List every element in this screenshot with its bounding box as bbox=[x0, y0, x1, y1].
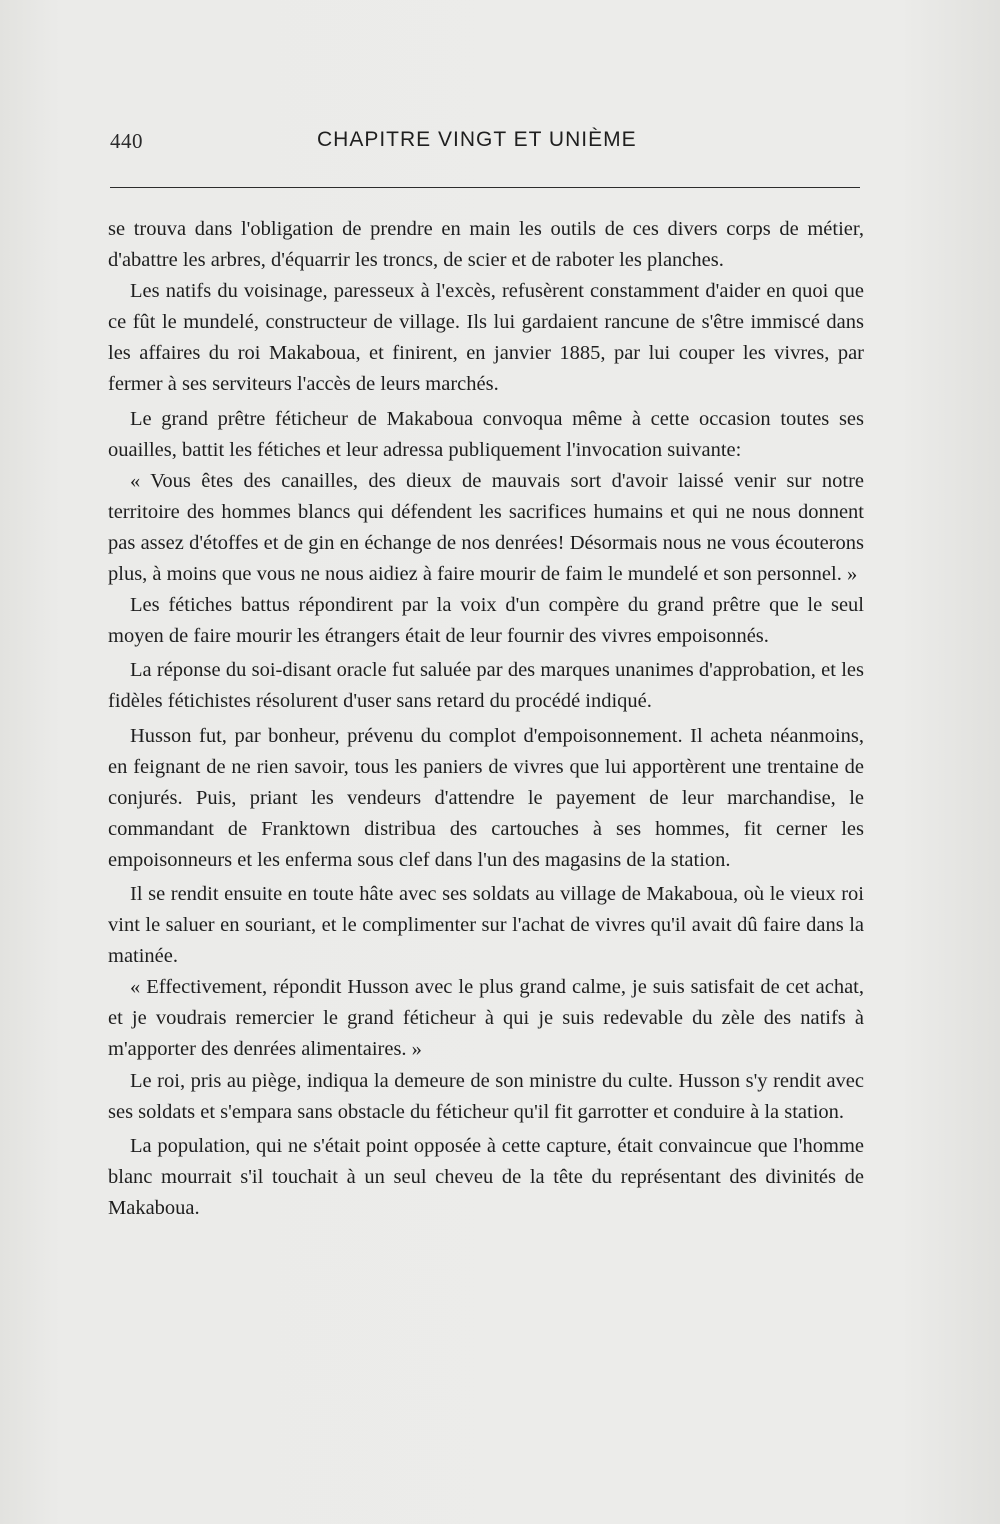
paragraph: La réponse du soi-disant oracle fut saluée par des marques unanimes d'approbation, et les fidèles fétichistes résolurent d'user sans retard du procédé indiqué. bbox=[108, 659, 864, 713]
running-head: CHAPITRE VINGT ET UNIÈME bbox=[317, 128, 637, 151]
body-text bbox=[108, 214, 864, 1224]
paragraph: La population, qui ne s'était point opposée à cette capture, était convaincue que l'homme blanc mourrait s'il touchait à un seul cheveu de la tête du représentant des divinités de Makaboua. bbox=[108, 1134, 864, 1219]
paragraph: Il se rendit ensuite en toute hâte avec ses soldats au village de Makaboua, où le vieux roi vint le saluer en souriant, et le complimenter sur l'achat de vivres qu'il avait dû faire dans la matinée. bbox=[108, 882, 864, 968]
paragraph: se trouva dans l'obligation de prendre en main les outils de ces divers corps de métier, d'abattre les arbres, d'équarrir les troncs, de scier et de raboter les planches. bbox=[108, 218, 864, 272]
paragraph: Le roi, pris au piège, indiqua la demeure de son ministre du culte. Husson s'y rendit avec ses soldats et s'empara sans obstacle du féticheur qu'il fit garrotter et conduire à la station. bbox=[108, 1069, 864, 1123]
paragraph: Les natifs du voisinage, paresseux à l'excès, refusèrent constamment d'aider en quoi que ce fût le mundelé, constructeur de village. Ils lui gardaient rancune de s'être immiscé dans les affaires du roi Makaboua, et finirent, en janvier 1885, par lui couper les vivres, par fermer à ses serviteurs l'accès de leurs marchés. bbox=[108, 280, 864, 396]
page-header bbox=[110, 126, 860, 160]
paragraph: « Vous êtes des canailles, des dieux de mauvais sort d'avoir laissé venir sur notre territoire des hommes blancs qui défendent les sacrifices humains et qui ne nous donnent pas assez d'étoffes et de gin en échange de nos denrées! Désormais nous ne vous écouterons plus, à moins que vous ne nous aidiez à faire mourir de faim le mundelé et son personnel. » bbox=[108, 469, 864, 586]
paragraph: Le grand prêtre féticheur de Makaboua convoqua même à cette occasion toutes ses ouailles, battit les fétiches et leur adressa publiquement l'invocation suivante: bbox=[108, 407, 864, 461]
paragraph: Les fétiches battus répondirent par la voix d'un compère du grand prêtre que le seul moyen de faire mourir les étrangers était de leur fournir des vivres empoisonnés. bbox=[108, 594, 864, 648]
header-rule bbox=[110, 187, 860, 188]
paragraph: « Effectivement, répondit Husson avec le plus grand calme, je suis satisfait de cet achat, et je voudrais remercier le grand féticheur à qui je suis redevable du zèle des natifs à m'apporter des denrées alimentaires. » bbox=[108, 976, 864, 1061]
page-number: 440 bbox=[110, 129, 143, 153]
paragraph: Husson fut, par bonheur, prévenu du complot d'empoisonnement. Il acheta néanmoins, en feignant de ne rien savoir, tous les paniers de vivres que lui apportèrent une trentaine de conjurés. Puis, priant les vendeurs d'attendre le payement de leur marchandise, le commandant de Franktown distribua des cartouches à ses hommes, fit cerner les empoisonneurs et les enferma sous clef dans l'un des magasins de la station. bbox=[108, 724, 864, 871]
